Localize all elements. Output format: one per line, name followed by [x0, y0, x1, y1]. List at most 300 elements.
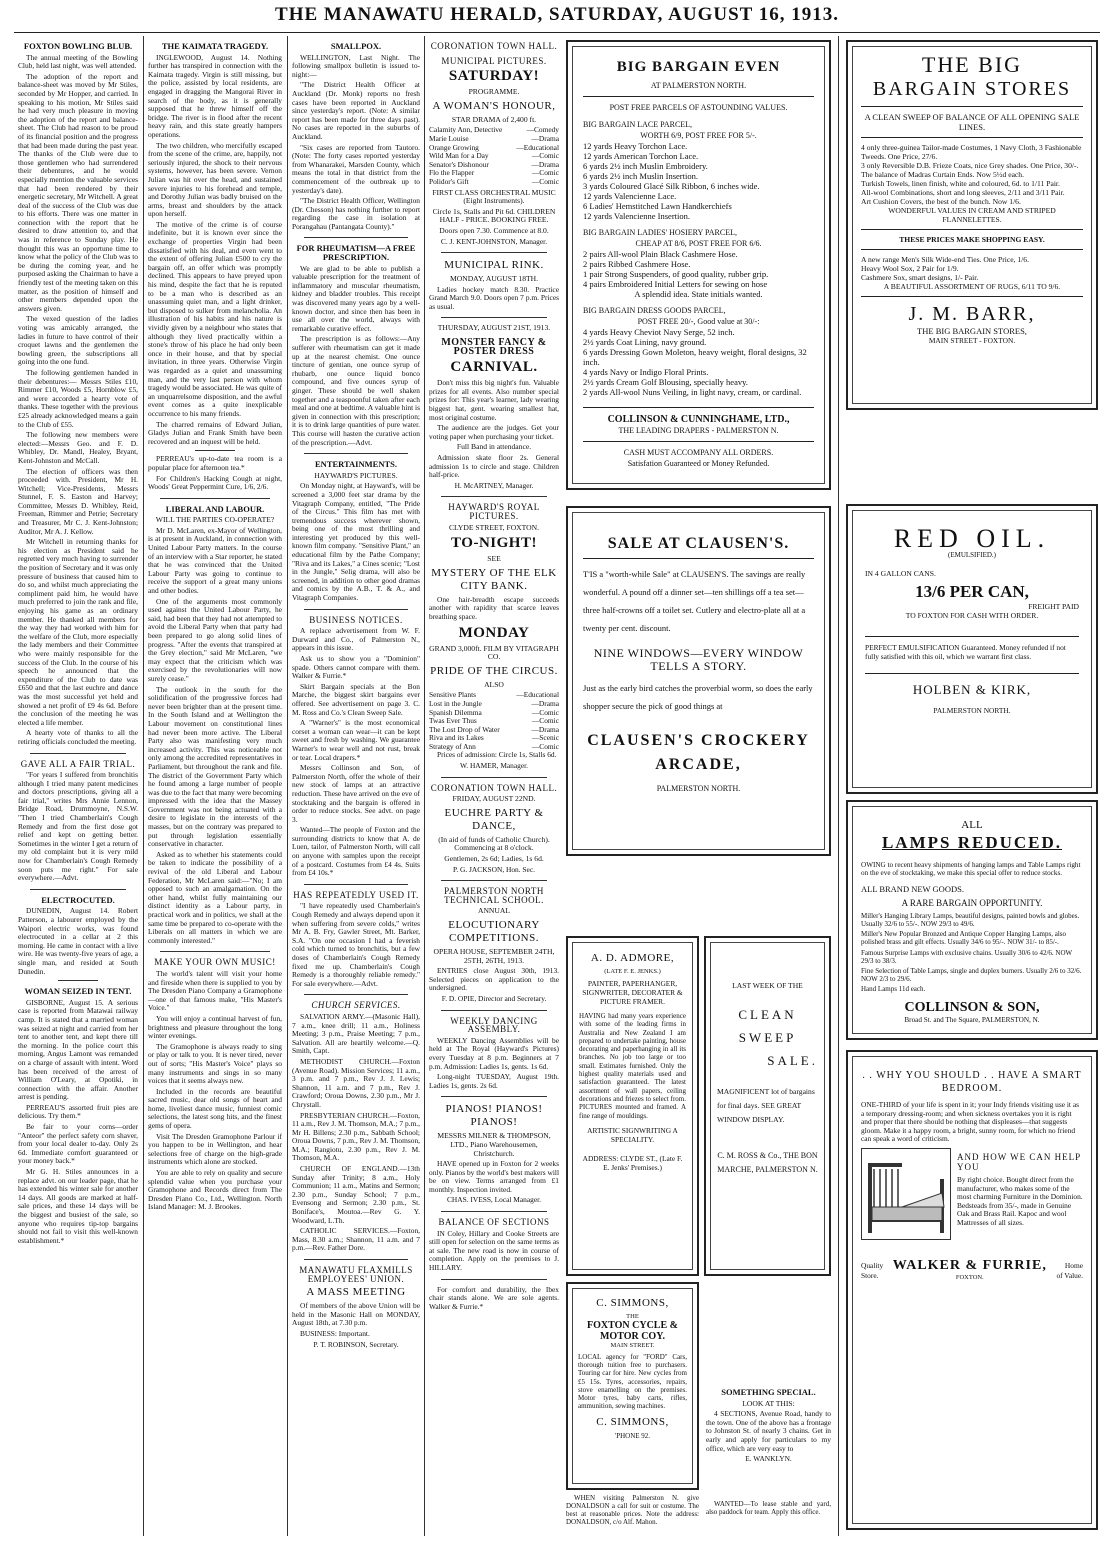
article-text: Skirt Bargain specials at the Bon Marche, the biggest skirt bargains ever offered. See advertisement on page 3. C. M. Ross and Co.'s Clean Sweep Sale.	[292, 681, 420, 717]
article-text: The world's talent will visit your home and fireside when there is supplied to you by The Dresden Piano Company a Gramophone—one of that famous make, "His Master's Voice."	[148, 968, 282, 1013]
article-text: The following gentlemen handed in their debentures:— Messrs Stiles £10, Rimmer £10, Woods £5, Hornblow £5, and were accorded a hearty vote of thanks. These together with the previous £25 already acknowledged means a gain to the Club of £55.	[18, 367, 138, 429]
list-item: Calamity Ann, Detective —Comedy	[429, 125, 559, 135]
red-oil-sub: (EMULSIFIED.)	[947, 551, 997, 559]
ad-text: Miller's Hanging Library Lamps, beautiful designs, painted bowls and globes. Usually 32/6 to 55/-. NOW 29/3 to 49/6.	[861, 911, 1080, 929]
heading-coronation-hall: CORONATION TOWN HALL.	[430, 41, 558, 51]
how-label: AND HOW WE CAN HELP YOU	[957, 1151, 1081, 1172]
ad-text: LOCAL agency for "FORD" Cars, thorough tuition free to purchasers. Touring car for hire. New cycles from £5 15s. Tyres, accessories, repairs, stove enamelling on the premises. Motor tyres, baby carts, rifles, ammunition, sewing machines.	[578, 1353, 687, 1411]
clean-sweep-line: A CLEAN SWEEP OF BALANCE OF ALL OPENING SALE LINES.	[864, 112, 1080, 132]
article-text: Included in the records are beautiful sacred music, dear old songs of heart and home, liveliest dance music, funniest comic selections, the latest song hits, and the finest gems of opera.	[148, 1086, 282, 1131]
list-item: A splendid idea. State initials wanted.	[634, 289, 763, 299]
list-item: 2 pairs All-wool Plain Black Cashmere Hose.	[583, 249, 738, 259]
divider	[583, 441, 814, 442]
article-text: CHURCH OF ENGLAND.—13th Sunday after Trinity; 8 a.m., Holy Communion; 11 a.m., Matins and Sermon; 2.30 p.m., Sunday School; 7 p.m., Evensong and Sermon; 2.30 p.m., St. Boniface's, Moutoa.—Rev G. Y. Woodward, L.Th.	[292, 1164, 420, 1225]
divider	[195, 450, 235, 451]
divider	[861, 137, 1083, 138]
cash-order: TO FOXTON FOR CASH WITH ORDER.	[905, 611, 1039, 620]
piano-firm: MESSRS MILNER & THOMPSON, LTD., Piano Warehousemen, Christchurch.	[437, 1131, 551, 1158]
freight-label: FREIGHT PAID	[1028, 602, 1079, 611]
parcel-heading: BIG BARGAIN LACE PARCEL,	[583, 120, 693, 129]
ad-red-oil	[846, 504, 1098, 794]
divider	[30, 753, 126, 754]
article-text: "The District Health Officer, Wellington (Dr. Chesson) has nothing further to report regarding the case in isolation at Porangahau (Pantangata County)."	[292, 196, 420, 231]
pride-title: PRIDE OF THE CIRCUS.	[430, 664, 558, 677]
article-text: The annual meeting of the Bowling Club, held last night, was well attended.	[18, 52, 138, 71]
article-text: PERREAU'S assorted fruit pies are delicious. Try them.*	[18, 1102, 138, 1121]
ad-text: T'IS a "worth-while Sale" at CLAUSEN'S. The savings are really wonderful. A pound off a dinner set—ten shillings off a tea set—three half-crowns off a toilet set. Cutlery and electro-plate all at a twenty per cent. discount.	[583, 569, 806, 633]
heading-haywards: HAYWARD'S ROYAL PICTURES.	[448, 502, 540, 521]
article-text: For Children's Hacking Cough at night, Woods' Great Peppermint Cure, 1/6, 2/6.	[148, 473, 282, 492]
collinson-name: COLLINSON & SON,	[904, 999, 1040, 1015]
subheading: HAYWARD'S PICTURES.	[314, 470, 398, 480]
list-item: Strategy of Ann —Comic	[429, 741, 559, 751]
barr-name: J. M. BARR,	[908, 303, 1036, 325]
article-text: "Six cases are reported from Tautoro. (Note: The forty cases reported yesterday from Whanarakei, Marsden County, which means the total in that district from the commencement of the outbreak up to yesterday's date).	[292, 142, 420, 195]
article-text: A hearty vote of thanks to all the retiring officials concluded the meeting.	[18, 728, 138, 746]
opera-dates: OPERA HOUSE, SEPTEMBER 24TH, 25TH, 26TH, 1913.	[433, 947, 555, 965]
divider	[304, 237, 408, 238]
heading-smallpox: SMALLPOX.	[330, 41, 382, 51]
small-ad-donaldson	[566, 1494, 699, 1540]
article-text: Mr Witchell in returning thanks for his election as President said he regretted very much having to surrender the position of Secretary and it was only pressure of business that caused him to do so, and whilst much appreciating the compliment paid him, he would have much preferred to join the rank and file, enjoying his game as an ordinary member. He thanked all members for the way they had worked with him for the welfare of the Club, more especially the lady members and their Committee who were mainly responsible for the success of the Club. In the course of his speech he announced that the expenditure of the Club to date was £650 and that the last euchre and dance was the most successful yet held and showed a net profit of £9 4s 6d. Before the conclusion of the meeting he was elected a life member.	[18, 537, 138, 727]
firm-name: COLLINSON & CUNNINGHAME, LTD.,	[607, 414, 790, 425]
column-2	[148, 36, 282, 1536]
list-item: Twas Ever Thus —Comic	[429, 716, 559, 726]
ad-intro: POST FREE PARCELS OF ASTOUNDING VALUES.	[609, 103, 788, 112]
article-text: IN Coley, Hillary and Cooke Streets are still open for selection on the same terms as at sale. The new road is now in course of completion. Apply on the premises to J. HILLARY.	[429, 1228, 559, 1273]
ad-text: ONE-THIRD of your life is spent in it; your Indy friends visiting use it as a temporary dressing-room; and when sickness overtakes you it is right and proper that there should be nothing that displeases—that suggests gloom. Make it a happy room, a bright, sunny room, for which no friend can speak a word of criticism.	[861, 1100, 1079, 1144]
article-text: On Monday night, at Hayward's, will be screened a 3,000 feet star drama by the Vitagraph Company, entitled, "The Pride of the Circus." This film has met with tremendous success wherever shown, being one of the most thrilling and interesting yet produced by this well-known film company. "Sensitive Plant," an educational film by the Pathe Company; "Riva and its Lakes," a Cines scenic; "Lost in the Jungle," Selig drama, will also be screened, in addition to other good dramas and comics by the A.B., T. & A., and Vitagraph Companies.	[292, 481, 420, 603]
ad-text: WONDERFUL VALUES IN CREAM AND STRIPED FLANNELETTES.	[888, 206, 1056, 224]
article-text: HAVE opened up in Foxton for 2 weeks only. Pianos by the world's best makers will be on view. Terms arranged from £1 monthly. Inspection invited.	[429, 1159, 559, 1194]
ad-title: SOMETHING SPECIAL.	[721, 1387, 816, 1397]
article-text: Mr D. McLaren, ex-Mayor of Wellington, is at present in Auckland, in connection with United Labour Party matters. In the course of an interview with a Star reporter, he stated that he was convinced that the United Labour Party was going to continue to receive the support of a great many unions and other bodies.	[148, 525, 282, 596]
list-item: 2½ yards Coat Lining, navy ground.	[583, 337, 707, 347]
doors: Doors open 7.30. Commence at 8.0.	[439, 225, 549, 235]
walker-name: WALKER & FURRIE,	[892, 1257, 1047, 1273]
article-text: "The District Health Officer at Auckland (Dr. Monk) reports no fresh cases have been reported in Auckland since yesterday's report. (Note: A similar report has been made for three days past). No cases are reported in the suburbs of Auckland.	[292, 80, 420, 141]
article-text: One of the arguments most commonly used against the United Labour Party, he said, had been that they had not attempted to avoid the Liberal Party when that party had been prepared to go along solid lines of progress. "After the events that transpired at the Grey election," said Mr McLaren, "we may expect that the criticism which was exercised by the revolutionaries will now surely cease."	[148, 596, 282, 683]
municipal-pictures: MUNICIPAL PICTURES.	[441, 55, 547, 66]
new-goods: ALL BRAND NEW GOODS.	[861, 883, 964, 894]
article-text: Wanted—The people of Foxton and the surrounding districts to know that A. de Luen, tailor, of Palmerston North, will call on anyone with samples upon the receipt of a postcard. Costumes from £4 4s. Suits from £4 10s.*	[292, 825, 420, 878]
film-list-2	[429, 691, 559, 751]
list-item: 4 pairs Embroidered Initial Letters for sewing on hose	[583, 279, 768, 289]
divider	[865, 636, 1079, 637]
admore-late: (LATE F. E. JENKS.)	[604, 968, 661, 975]
divider	[58, 980, 98, 981]
parcel-price: POST FREE 20/-, Good value at 30/-:	[637, 317, 760, 326]
clausen-name: CLAUSEN'S CROCKERY ARCADE,	[587, 732, 810, 773]
heading-pianos: PIANOS! PIANOS! PIANOS!	[445, 1103, 543, 1129]
article-text: Asked as to whether his statements could be taken to indicate the possibility of a revival of the old Liberal and Labour Federation, Mr McLaren said:—"No; I am opposed to such an amalgamation. On the other hand, whilst fully maintaining our distinct identity as a Labour party, in practical work and in politics, we shall at the same time be prepared to co-operate with the Liberals on all matters in which we are commonly interested."	[148, 849, 282, 945]
article-text: Long-night TUESDAY, August 19th. Ladies 1s, gents. 2s 6d.	[429, 1072, 559, 1090]
article-text: The prescription is as follows:—Any sufferer with rheumatism can get it made up at the nearest chemist. One ounce tincture of gentian, one ounce syrup of rhubarb, one ounce liquid bonco compound, and five ounces syrup of ginger. These should be well shaken together and a teaspoonful taken after each meal and one at bedtime. A valuable hint is given in connection with this prescription; it is to drink large quantities of pure water. This course will hasten the curative action of the prescription.—Advt.	[292, 334, 420, 447]
masthead-rule	[14, 32, 1100, 33]
ad-text: WHEN visiting Palmerston N. give DONALDSON a call for suit or costume. The best at reasonable prices. Note the address: DONALDSON, c/o Alf. Mahon.	[566, 1494, 699, 1526]
parcel-heading: BIG BARGAIN DRESS GOODS PARCEL,	[583, 306, 726, 315]
see-label: SEE	[487, 554, 501, 564]
article-text: The election of officers was then proceeded with. President, Mr H. Witchell; Vice-Presidents, Messrs Stunnel, F. S. Easton and Harvey; Committee, Messrs D. Whibley, Reid, Freeman, Rimmer and Petrie; Secretary and Treasurer, Mr C. J. Kent-Johnston; Auditor, Mr A. J. Kellow.	[18, 466, 138, 536]
stores-title-2: BARGAIN STORES	[872, 78, 1072, 100]
article-text: The vexed question of the ladies voting was amicably arranged, the ladies in future to have control of their croquet lawns and the gentlemen the bowling green, the subscriptions all going into the one fund.	[18, 314, 138, 367]
ad-text: Miller's New Popular Bronzed and Antique Copper Hanging Lamps, also polished brass and gilt effects. Usually 34/6 to 95/-. NOW 31/- to 85/-.	[861, 930, 1067, 947]
ad-title: SALE AT CLAUSEN'S.	[607, 535, 790, 552]
red-oil-price: 13/6 PER CAN,	[915, 582, 1029, 601]
divider	[441, 777, 547, 778]
column-4	[429, 36, 559, 1536]
parcel-heading: BIG BARGAIN LADIES' HOSIERY PARCEL,	[583, 228, 737, 237]
prices: Circle 1s, Stalls and Pit 6d. CHILDREN HALF - PRICE. BOOKING FREE.	[432, 206, 556, 225]
list-item: The Lost Drop of Water —Drama	[429, 724, 559, 734]
monday-banner: MONDAY	[458, 624, 530, 641]
article-text: WELLINGTON, Last Night. The following smallpox bulletin is issued to-night:—	[292, 52, 420, 79]
simmons-street: MAIN STREET.	[610, 1342, 655, 1349]
heading-entertainments: ENTERTAINMENTS.	[315, 459, 397, 470]
firm-sub: THE LEADING DRAPERS - PALMERSTON N.	[618, 426, 779, 435]
saturday-banner: SATURDAY!	[448, 68, 540, 85]
ad-text: MAGNIFICENT lot of bargains for final days. SEE GREAT WINDOW DISPLAY.	[717, 1087, 815, 1124]
home-label: Home of Value.	[1056, 1260, 1083, 1280]
ad-text: PERFECT EMULSIFICATION Guaranteed. Money refunded if not fully satisfied with this oil, which we warrant first class.	[865, 643, 1066, 661]
article-text: METHODIST CHURCH.—Foxton (Avenue Road). Mission Services; 11 a.m., 3 p.m. and 7 p.m., Rev J. J. Lewis; Shannon, 11 a.m. and 7 p.m., Rev J. Crawford; Oroua Downs, 2.30 p.m., Mr J. Chrystall.	[292, 1056, 420, 1109]
mass-meeting-title: A MASS MEETING	[306, 1286, 406, 1299]
ad-big-stores	[846, 40, 1098, 410]
carnival-title: MONSTER FANCY & POSTER DRESS	[441, 337, 547, 357]
ad-text: Fine Selection of Table Lamps, single and duplex burners. Usually 2/6 to 32/6. NOW 2/3 to 29/6.	[861, 967, 1082, 984]
ad-text: A new range Men's Silk Wide-end Ties. One Price, 1/6.	[861, 255, 1029, 264]
list-item: 2 yards All-wool Nuns Veiling, in light navy, cream, or cardinal.	[583, 387, 802, 397]
article-text: The two children, who mercifully escaped from the scene of the crime, are, happily, not seriously injured, the shock to their nervous systems, however, has been severe. Vernon Julian was hit over the head, and sustained severe injuries to his forehead and temple, and Dorothy Julian was badly bruised on the arms, breast and shoulders by the attack upon herself.	[148, 140, 282, 219]
parcel-items	[583, 327, 814, 397]
parcel-items	[583, 249, 814, 299]
divider	[861, 229, 1083, 230]
list-item: 12 yards American Torchon Lace.	[583, 151, 699, 161]
article-text: Don't miss this big night's fun. Valuable prizes for all events. Also number special prizes for: This year's learner, lady wearing biggest hat, gent. wearing smallest hat, most original costume.	[429, 378, 559, 422]
divider	[304, 1259, 408, 1260]
list-item: Spanish Dilemma —Comic	[429, 707, 559, 717]
red-oil-title: RED OIL.	[893, 524, 1051, 553]
parcel-price: CHEAP AT 8/6, POST FREE FOR 6/6.	[635, 239, 762, 248]
list-item: Riva and its Lakes —Scenic	[429, 733, 559, 743]
ad-text: By right choice. Bought direct from the manufacturer, who makes some of the most charming Furniture in the Dominion. Bedsteads from 35/-, made in Genuine Oak and Brass Rail. Kapoc and wool Mattresses of all sizes.	[957, 1174, 1083, 1227]
sweep-word: SWEEP	[738, 1030, 797, 1045]
manager: C. J. KENT-JOHNSTON, Manager.	[440, 236, 548, 246]
article-text: A replace advertisement from W. F. Durward and Co., of Palmerston N., appears in this issue.	[292, 626, 420, 653]
heading-business-notices: BUSINESS NOTICES.	[309, 614, 403, 625]
ad-bedroom	[846, 1050, 1098, 1530]
bedroom-footer	[861, 1258, 1083, 1281]
ad-text: Just as the early bird catches the proverbial worm, so does the early shopper secure the pick of good things at	[583, 683, 813, 711]
ad-text: Heavy Wool Sox, 2 Pair for 1/9.	[861, 264, 959, 273]
divider	[441, 317, 547, 318]
heading-make-music: MAKE YOUR OWN MUSIC!	[154, 957, 276, 968]
article-text: The following new members were elected:—Messrs Geo. and F. D. Whibley, Dr. Mandl, Healey, Bryant, Kent-Johnston and McCall.	[18, 430, 138, 465]
divider	[441, 880, 547, 881]
bedroom-title: . . WHY YOU SHOULD . . HAVE A SMART BEDROOM.	[862, 1070, 1082, 1094]
barr-sub: THE BIG BARGAIN STORES,	[917, 326, 1027, 336]
article-text: BUSINESS: Important.	[300, 1328, 370, 1338]
article-text: The Gramophone is always ready to sing or play or talk to you. It is never tired, never out of sorts; "His Master's Voice" plays so many instruments and sings in so many voices that it seems always new.	[148, 1041, 282, 1086]
elocution-title: ELOCUTIONARY COMPETITIONS.	[448, 919, 540, 944]
simmons-phone: 'PHONE 92.	[614, 1432, 651, 1441]
heading-sections: BALANCE OF SECTIONS	[438, 1217, 550, 1228]
heading-flaxmills: MANAWATU FLAXMILLS EMPLOYEES' UNION.	[299, 1265, 413, 1284]
column-rule	[424, 36, 425, 1536]
subheading: WILL THE PARTIES CO-OPERATE?	[155, 515, 275, 525]
cash-note: CASH MUST ACCOMPANY ALL ORDERS.	[623, 448, 774, 457]
column-1	[18, 36, 138, 1536]
ad-text: The balance of Madras Curtain Ends. Now 5½d each.	[861, 170, 1025, 179]
windows-slogan: NINE WINDOWS—EVERY WINDOW TELLS A STORY.	[593, 646, 804, 673]
ad-ross	[704, 936, 831, 1276]
signature: E. WANKLYN.	[745, 1454, 792, 1464]
manager: W. HAMER, Manager.	[459, 761, 529, 771]
manager: H. McARTNEY, Manager.	[454, 480, 534, 490]
admore-address: ADDRESS: CLYDE ST., (Late F. E. Jenks' Premises.)	[582, 1153, 683, 1172]
haywards-address: CLYDE STREET, FOXTON.	[448, 522, 540, 532]
list-item: 12 yards Valencienne Lace.	[583, 191, 677, 201]
list-item: Sensitive Plants —Educational	[429, 690, 559, 700]
ad-text: All-wool Combinations, short and long sleeves, 2/11 and 3/11 Pair.	[861, 188, 1065, 197]
article-text: ENTRIES close August 30th, 1913. Selected pieces on application to the undersigned.	[429, 966, 559, 993]
barr-address: MAIN STREET - FOXTON.	[928, 336, 1016, 345]
carnival-banner: CARNIVAL.	[450, 359, 538, 376]
divider	[441, 1096, 547, 1097]
admore-trade: PAINTER, PAPERHANGER, SIGNWRITER, DECORATER & PICTURE FRAMER.	[582, 979, 683, 1006]
list-item: Polidor's Gift —Comic	[429, 176, 559, 186]
parcel-price: WORTH 6/9, POST FREE FOR 5/-.	[640, 131, 757, 140]
divider	[441, 1010, 547, 1011]
bed-illustration	[861, 1148, 951, 1240]
ad-simmons	[566, 1282, 699, 1490]
divider	[30, 889, 126, 890]
divider	[865, 673, 1079, 674]
article-text: Messrs Collinson and Son, of Palmerston North, offer the whole of their new stock of lamps at an attractive reduction. These have arrived on the eve of stocktaking and the bargain is offered in order to reduce stocks. See advt. on page 3.	[292, 763, 420, 824]
article-text: The audience are the judges. Get your voting paper when purchasing your ticket.	[429, 423, 559, 441]
heading-fair-trial: GAVE ALL A FAIR TRIAL.	[20, 758, 136, 769]
the-label: THE	[626, 1313, 639, 1320]
article-text: SALVATION ARMY.—(Masonic Hall), 7 a.m., knee drill; 11 a.m., Holiness Meeting; 3 p.m., Praise Meeting; 7 p.m., Salvation. All are heartily welcome.—Q. Smith, Capt.	[292, 1011, 420, 1056]
ad-text: Cashmere Sox, smart designs, 1/- Pair.	[861, 273, 979, 282]
article-text: We are glad to be able to publish a valuable prescription for the treatment of inflammatory and muscular rheumatism, kidney and bladder troubles. This receipt was discovered many years ago by a well-known doctor, and since then has been in use all over the world, always with remarkable curative effect.	[292, 263, 420, 333]
heading-repeatedly-used: HAS REPEATEDLY USED IT.	[293, 889, 419, 900]
ad-text: 4 SECTIONS, Avenue Road, handy to the town. One of the above has a frontage to Johnston St. of nearly 3 chains. Get in early and apply for particulars to my office, which are very easy to	[706, 1409, 831, 1453]
ad-clausen	[566, 506, 831, 856]
walker-town: FOXTON.	[955, 1273, 984, 1281]
ad-text: HAVING had many years experience with some of the leading firms in Australia and New Zealand I am prepared to undertake painting, house decorating and paperhanging in all its branches. No job too large or too small. Estimates furnished. Only the highest quality materials used and satisfaction guaranteed. The latest assortment of wall papers, ceiling decorations and friezes to select from. PICTURES mounted and framed. A fine range of mouldings.	[579, 1012, 686, 1120]
admore-name: A. D. ADMORE,	[590, 952, 675, 964]
article-text: DUNEDIN, August 14. Robert Patterson, a labourer employed by the Waipori electric works, was found electrocuted in a cellar at 2 this morning. He came in contact with a live wire. He was twenty-five years of age, a single man, and resided at South Dunedin.	[18, 906, 138, 976]
masthead: THE MANAWATU HERALD, SATURDAY, AUGUST 16, 1913.	[275, 4, 839, 25]
heading-kaimata: THE KAIMATA TRAGEDY.	[161, 41, 269, 51]
orchestra-note: FIRST CLASS ORCHESTRAL MUSIC (Eight Instruments).	[432, 187, 556, 206]
divider	[441, 1279, 547, 1280]
signature: P. T. ROBINSON, Secretary.	[313, 1339, 399, 1349]
rare-bargain: A RARE BARGAIN OPPORTUNITY.	[901, 897, 1043, 908]
heading-electrocuted: ELECTROCUTED.	[41, 894, 115, 905]
divider	[441, 496, 547, 497]
list-item: 12 yards Heavy Torchon Lace.	[583, 141, 688, 151]
euchre-price: Gentlemen, 2s 6d; Ladies, 1s 6d.	[444, 854, 544, 864]
ad-subtitle: AT PALMERSTON NORTH.	[650, 81, 747, 90]
list-item: Lost in the Jungle —Drama	[429, 698, 559, 708]
article-text: Mr G. H. Stiles announces in a replace advt. on our leader page, that he has extended his winter sale for another 14 days. All goods are marked at half-sale prices, and these 14 days will be the biggest and busiest of the sale, so anyone who requires tip-top bargains should not fail to visit this well-known establishment.*	[18, 1167, 138, 1245]
ad-lamps	[846, 800, 1098, 1040]
list-item: 4 yards Navy or Indigo Floral Prints.	[583, 367, 709, 377]
divider	[304, 884, 408, 885]
lamps-title: LAMPS REDUCED.	[881, 833, 1063, 852]
signature: CHAS. IVESS, Local Manager.	[446, 1195, 541, 1205]
heading-church-services: CHURCH SERVICES.	[311, 1000, 401, 1011]
article-text: Ladies hockey match 8.30. Practice Grand March 9.0. Doors open 7 p.m. Prices as usual.	[429, 284, 559, 311]
article-text: PERREAU's up-to-date tea room is a popular place for afternoon tea.*	[148, 454, 282, 472]
article-text: You will enjoy a continual harvest of fun, brightness and pleasure throughout the long winter evenings.	[148, 1013, 282, 1041]
clean-word: CLEAN	[738, 1007, 797, 1022]
ad-text: WANTED—To lease stable and yard, also paddock for team. Apply this office.	[706, 1500, 831, 1516]
signature: P. G. JACKSON, Hon. Sec.	[453, 864, 535, 874]
list-item: 6 Ladies' Hemstitched Lawn Handkerchiefs	[583, 201, 732, 211]
quality-label: Quality Store.	[861, 1260, 884, 1280]
ad-title: BIG BARGAIN EVEN	[616, 59, 781, 75]
article-text: INGLEWOOD, August 14. Nothing further has transpired in connection with the Kaimata tragedy. Virgin is still missing, but the police, assisted by local residents, are engaged in dragging the Mangorai River in search of the body, as it is generally supposed that he threw himself off the bridge. The river is in flood after the recent heavy rain, and this state greatly hampers operations.	[148, 52, 282, 139]
list-item: 2½ yards Cream Golf Blousing, specially heavy.	[583, 377, 748, 387]
heading-dancing: WEEKLY DANCING ASSEMBLY.	[450, 1015, 538, 1035]
heading-bowling-club: FOXTON BOWLING BLUB.	[23, 41, 133, 51]
list-item: Wild Man for a Day —Comic	[429, 151, 559, 161]
heading-liberal-labour: LIBERAL AND LABOUR.	[165, 503, 265, 514]
list-item: 6 yards 2½ inch Muslin Embroidery.	[583, 161, 708, 171]
list-item: 12 yards Valencienne Insertion.	[583, 211, 691, 221]
article-text: Be fair to your corns—order "Anteor" the perfect safety corn shaver, from your local dealer to-day. Only 2s 6d. Immediate comfort guaranteed or your money back.*	[18, 1122, 138, 1166]
heading-rheumatism: FOR RHEUMATISM—A FREE PRESCRIPTION.	[296, 243, 416, 263]
divider	[583, 558, 814, 559]
divider	[861, 249, 1083, 250]
grand-film: GRAND 3,000ft. FILM BY VITAGRAPH CO.	[429, 643, 559, 662]
article-text: For comfort and durability, the Ibex chair stands alone. We are sole agents. Walker & Furrie.*	[429, 1284, 559, 1311]
article-text: You are able to rely on quality and secure splendid value when you purchase your Gramophone and Records direct from The Dresden Piano Co., Ltd., Wellington. North Island Manager: M. J. Brookes.	[148, 1168, 282, 1212]
article-text: Full Band in attendance.	[456, 442, 532, 452]
euchre-sub: (In aid of funds of Catholic Church). Commencing at 8 o'clock.	[438, 834, 550, 853]
film-list	[429, 126, 559, 186]
last-week-label: LAST WEEK OF THE	[732, 981, 803, 990]
article-text: WEEKLY Dancing Assemblies will be held at The Royal (Hayward's Pictures) every Tuesday at 8 p.m. Beginners at 7 p.m. Admission: Ladies 1s, gents. 1s 6d.	[429, 1035, 559, 1071]
parcel-items	[583, 141, 814, 221]
simmons-name: C. SIMMONS,	[596, 1297, 669, 1309]
column-rule	[143, 36, 144, 1536]
divider	[160, 951, 270, 952]
walker-furrie	[893, 1258, 1047, 1281]
simmons-sig: C. SIMMONS,	[596, 1416, 669, 1429]
list-item: 1 pair Strong Suspenders, of good quality, rubber grip.	[583, 269, 769, 279]
sale-word: SALE.	[767, 1053, 818, 1068]
signature: F. D. OPIE, Director and Secretary.	[441, 993, 547, 1003]
divider	[583, 96, 814, 97]
heading-technical-school: PALMERSTON NORTH TECHNICAL SCHOOL.	[444, 886, 544, 905]
carnival-date: THURSDAY, AUGUST 21ST, 1913.	[437, 323, 551, 333]
simmons-firm: FOXTON CYCLE & MOTOR COY.	[587, 1320, 678, 1342]
cans-label: IN 4 GALLON CANS.	[865, 569, 936, 578]
ad-text: Hand Lamps 11d each.	[861, 985, 926, 994]
guarantee-note: Satisfation Guaranteed or Money Refunded.	[627, 459, 770, 468]
article-text: Admission skate floor 2s. General admission 1s to circle and stage. Children half-price.	[429, 453, 559, 480]
euchre-title: EUCHRE PARTY & DANCE,	[444, 806, 544, 832]
article-text: The adoption of the report and balance-sheet was moved by Mr Stiles, seconded by Mr Hopper, and carried. In speaking to his motion, Mr Stiles said he had very much pleasure in moving the adoption of the report and balance-sheet. The Club had reason to be proud of its financial position and the progress that had been made during the past year. The thanks of the Club were due to those gentlemen who had surrendered their debentures, and he would especially mention the valuable services that had been rendered by their energetic secretary, Mr Witchell. A great deal of the success of the Club was due to his efforts. There was one matter in connection with the report that he desired to draw attention to, and that was in reference to Sunday play. He thought this was an opportune time to know what the policy of the Club was to be during the coming year, and he purposed asking the Chairman to have a friendly test of the meeting taken on this matter, as the position of himself and other members depended upon the answers given.	[18, 71, 138, 313]
feature-sub: STAR DRAMA of 2,400 ft.	[451, 114, 537, 124]
euchre-date: FRIDAY, AUGUST 22ND.	[452, 794, 536, 804]
divider	[583, 407, 814, 408]
list-item: 6 yards Dressing Gown Moleton, heavy weight, floral designs, 32 inch.	[583, 347, 807, 367]
also-label: ALSO	[484, 679, 504, 689]
list-item: Senator's Dishonour —Drama	[429, 159, 559, 169]
bed-icon	[862, 1149, 950, 1239]
ad-text: A BEAUTIFUL ASSORTMENT OF RUGS, 6/11 TO 9/6.	[883, 282, 1061, 291]
divider	[304, 994, 408, 995]
article-text: The outlook in the south for the solidification of the progressive forces had never been brighter than at the present time. In the South Island and at Wellington the Labour movement on constitutional lines had never been more active. The Liberal Party also was manifesting very much increased activity. This was noticeable not only among the accredited representatives in Parliament, but throughout the rank and file. The district of the Government Party which he found among a large number of people was due to the fact that many were becoming impressed with the idea that the Massey Government was not being actuated with a desire to legislate in the interests of the masses, but on the contrary was prepared to put through legislation essentially conservative in character.	[148, 684, 282, 849]
list-item: 2 pairs Ribbed Cashmere Hose.	[583, 259, 691, 269]
divider	[304, 609, 408, 610]
divider	[861, 296, 1083, 297]
article-text: A "Warner's" is the most economical corset a woman can wear—it can be kept sweet and fresh by washing. We guarantee Warner's to wear well and not rust, break or tear. Local drapers.*	[292, 718, 420, 762]
article-text: PRESBYTERIAN CHURCH.—Foxton, 11 a.m., Rev J. M. Thomson, M.A.; 7 p.m., Mr H. Billens; 2.30 p.m., Sabbath School; Oroua Downs, 7 p.m., Rev J. M. Thomson, M.A.; Rangiotu, 2.30 p.m., Rev J. M. Thomson, M.A.	[292, 1110, 420, 1163]
divider	[441, 1211, 547, 1212]
article-text: Ask us to show you a "Dominion" spade. Others cannot compare with them. Walker & Furrie.*	[292, 654, 420, 681]
annual-label: ANNUAL	[477, 906, 511, 916]
heading-woman-seized: WOMAN SEIZED IN TENT.	[24, 986, 132, 997]
feature-title: A WOMAN'S HONOUR,	[432, 99, 556, 112]
ad-text: OWING to recent heavy shipments of hanging lamps and Table Lamps right on the eve of stocktaking, we make this special offer to reduce stocks.	[861, 861, 1081, 878]
column-rule	[838, 36, 839, 1536]
holben-place: PALMERSTON NORTH.	[933, 706, 1011, 715]
all-label: ALL	[961, 819, 983, 831]
article-text: The motive of the crime is of course indefinite, but it is known ever since the exchange of properties Virgin had been dissatisfied with his deal, and even went to the extent of offering Julian £500 to cry the bargain off, an offer which was promptly declined. This appears to have preyed upon his mind, despite the fact that he is reputed to be a man who is described as an unassuming quiet man, and a light drinker, but disposed to sulker from melancholia. An illustration of his habits and his nature is vividly given by a neighbour who states that although they lived practically within a stone's throw of his place he had only been once in their house, and that by special invitation, in three years. Otherwise Virgin was regarded as a quiet and unassuming man, and the very last person with whom tragedy would be associated. He was quite of an unquarrelsome disposition, and the awful event comes as a quite inexplicable occurrence to his many friends.	[148, 219, 282, 418]
article-text: One hair-breadth escape succeeds another with rapidity that scarce leaves breathing space.	[429, 594, 559, 621]
divider	[861, 106, 1083, 107]
easy-shopping: THESE PRICES MAKE SHOPPING EASY.	[899, 235, 1045, 244]
article-text: The charred remains of Edward Julian, Gladys Julian and Frank Smith have been recovered and an inquest will be held.	[148, 419, 282, 446]
list-item: 6 yards 2½ inch Muslin Insertion.	[583, 171, 698, 181]
article-text: CATHOLIC SERVICES.—Foxton, Mass, 8.30 a.m.; Shannon, 11 a.m. and 7 p.m.—Rev. Father Dore.	[292, 1226, 420, 1253]
programme-label: PROGRAMME.	[468, 87, 520, 97]
collinson-address: Broad St. and The Square, PALMERSTON, N.	[904, 1015, 1040, 1024]
column-3	[292, 36, 420, 1536]
column-rule	[287, 36, 288, 1536]
article-text: "For years I suffered from bronchitis although I tried many patent medicines and doctors prescriptions, giving all a fair trial," writes Mrs Annie Lennon, Bridge Road, Drummoyne, N.S.W. "Then I tried Chamberlain's Cough Remedy and from the first dose got relief and kept on getting better. Sometimes in the winter I get a return of my old complaint but it is very mild now for Chamberlain's Cough Remedy soon puts me right." For sale everywhere.—Advt.	[18, 770, 138, 883]
article-text: GISBORNE, August 15. A serious case is reported from Matawai railway camp. It is stated that a married woman was seized at night and carried from her tent to another tent, and kept there till the morning. In the police court this morning, Angus Lamont was remanded on a charge of assault with intent. Word has been received of the arrest of William O'Leary, at Opotiki, in connection with the affair. Another arrest is pending.	[18, 997, 138, 1102]
small-ad-wanted	[706, 1500, 831, 1540]
admore-speciality: ARTISTIC SIGNWRITING A SPECIALITY.	[587, 1125, 678, 1144]
holben-name: HOLBEN & KIRK,	[912, 682, 1032, 697]
article-text: "I have repeatedly used Chamberlain's Cough Remedy and always depend upon it when suffering from severe colds," writes Mr A. B. Fry, Gawler Street, Mt. Barker, S.A. "On one occasion I had a feverish cold which turned to bronchitis, but a few doses of Chamberlain's Cough Remedy fixed me up. Chamberlain's Cough Remedy is a thoroughly reliable remedy." For sale everywhere.—Advt.	[292, 901, 420, 988]
ad-admore	[566, 936, 699, 1276]
article-text: Prices of admission: Circle 1s, Stalls 6d.	[437, 750, 557, 760]
ad-text: Art Cushion Covers, the best of the bunch. Now 1/6.	[861, 197, 1021, 206]
heading-rink: MUNICIPAL RINK.	[444, 259, 544, 272]
stores-title-1: THE BIG	[921, 52, 1023, 77]
divider	[441, 252, 547, 253]
list-item: Flo the Flapper —Comic	[429, 168, 559, 178]
tonight-banner: TO-NIGHT!	[451, 535, 537, 552]
rink-date: MONDAY, AUGUST 18TH.	[449, 274, 539, 284]
article-text: Visit The Dresden Gramophone Parlour if you happen to be in Wellington, and hear selections free of charge on the high-grade instruments which alone are stocked.	[148, 1131, 282, 1167]
ad-text: 4 only three-guinea Tailor-made Costumes, 1 Navy Cloth, 3 Fashionable Tweeds. One Price, 27/6.	[861, 143, 1082, 161]
clausen-place: PALMERSTON NORTH.	[656, 784, 741, 793]
ad-text: Turkish Towels, linen finish, white and coloured, 6d. to 1/11 Pair.	[861, 179, 1060, 188]
divider	[304, 453, 408, 454]
list-item: Marie Louise —Drama	[429, 133, 559, 143]
divider	[160, 498, 270, 499]
look-label: LOOK AT THIS:	[742, 1398, 795, 1408]
